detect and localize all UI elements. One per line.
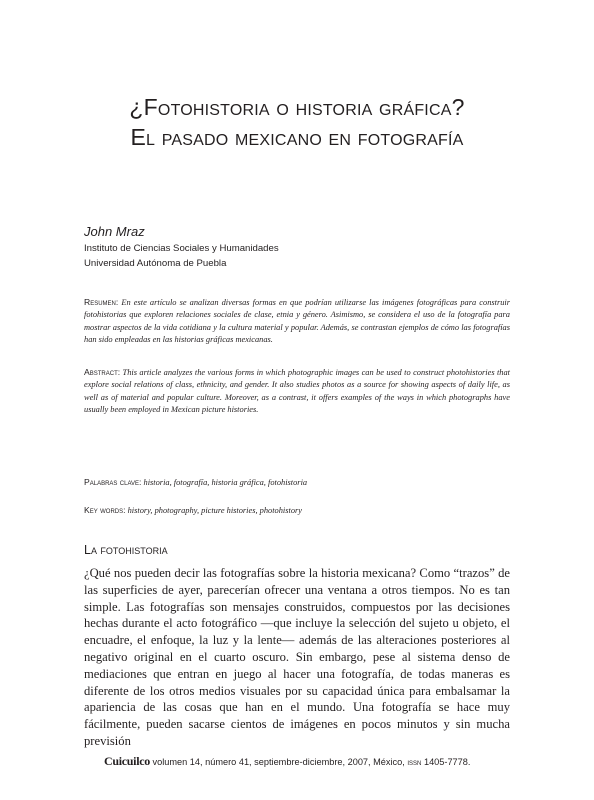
footer-issn-label: issn [407, 758, 422, 767]
palabras-clave-text: historia, fotografía, historia gráfica, fotohistoria [143, 478, 308, 487]
section-heading: La fotohistoria [84, 543, 168, 557]
key-words-text: history, photography, picture histories, photohistory [127, 506, 303, 515]
resumen-text: En este artículo se analizan diversas formas en que podrían utilizarse las imágenes fotográficas para construir fotohistorias que exploren relaciones sociales de clase, etnia y género. Asimismo, se considera el uso de la fotografía para mostrar aspectos de la vida cotidiana y la cultura material y popular. Además, se contrastan ejemplos de cómo las fotografías han sido empleadas en las historias gráficas mexicanas. [84, 298, 511, 344]
body-paragraph: ¿Qué nos pueden decir las fotografías sobre la historia mexicana? Como “trazos” de las superficies de ayer, parecerían ofrecer una ventana a otros tiempos. No es tan simple. Las fotografías son mensajes construidos, compuestos por las decisiones hechas durante el acto fotográfico —que incluye la selección del sujeto u objeto, el encuadre, el enfoque, la luz y la lente— además de las alteraciones posteriores al negativo original en el cuarto oscuro. Sin embargo, pese al sistema denso de mediaciones que entran en juego al hacer una fotografía, de todas maneras es diferente de los otros medios visuales por su capacidad única para embalsamar la apariencia de las cosas que han en el mundo. Una fotografía se hace muy fácilmente, pueden sacarse cientos de imágenes en pocos minutos y sin mucha previsión [84, 566, 510, 748]
abstract-text: This article analyzes the various forms in which photographic images can be used to construct photohistories that explore social relations of class, ethnicity, and gender. It also studies photos as a source for showing aspects of daily life, as well as of material and popular culture. Moreover, as a contrast, it offers examples of the ways in which photographs have usually been employed in Mexican picture histories. [84, 368, 511, 414]
resumen-label: Resumen: [84, 297, 119, 307]
journal-logo: Cuicuilco [104, 754, 150, 768]
author-name: John Mraz [84, 224, 145, 239]
author-affiliation-university: Universidad Autónoma de Puebla [84, 258, 227, 269]
footer-citation: volumen 14, número 41, septiembre-diciembre, 2007, México, [152, 757, 405, 767]
key-words-label: Key words: [84, 505, 126, 515]
resumen-block [84, 296, 510, 346]
article-title-line-2: El pasado mexicano en fotografía [130, 124, 464, 150]
page-footer [104, 754, 470, 769]
article-title-line-1: ¿Fotohistoria o historia gráfica? [129, 94, 465, 120]
abstract-block [84, 366, 510, 416]
author-affiliation-institute: Instituto de Ciencias Sociales y Humanidades [84, 243, 279, 254]
palabras-clave-label: Palabras clave: [84, 477, 142, 487]
abstract-label: Abstract: [84, 367, 121, 377]
palabras-clave-block [84, 476, 510, 489]
key-words-block [84, 504, 510, 517]
footer-issn: 1405-7778. [423, 757, 471, 767]
